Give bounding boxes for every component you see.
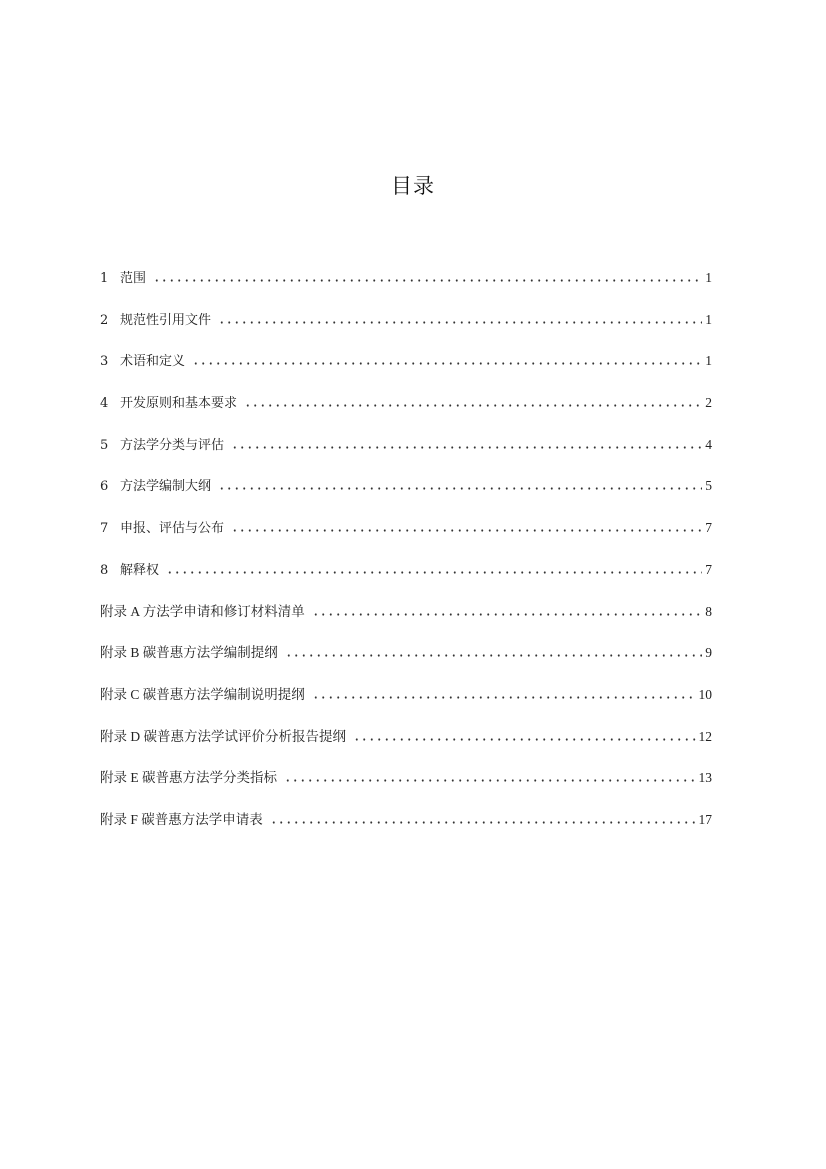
toc-entry-number: 7: [100, 521, 109, 537]
toc-entry-number: 3: [100, 354, 109, 370]
toc-entry-number: 5: [100, 437, 109, 453]
toc-entry-number: 6: [100, 479, 109, 495]
toc-entry-page: 4: [705, 436, 712, 452]
toc-entry-appendix-d[interactable]: [100, 725, 712, 767]
toc-entry-3[interactable]: [100, 349, 712, 391]
toc-entry-page: 10: [698, 686, 712, 702]
toc-entry-8[interactable]: [100, 558, 712, 600]
toc-entry-label: 附录 B 碳普惠方法学编制提纲: [100, 645, 278, 661]
toc-entry-4[interactable]: [100, 391, 712, 433]
toc-entry-page: 7: [705, 561, 712, 577]
toc-entry-label: 方法学分类与评估: [120, 437, 225, 453]
toc-entry-page: 1: [705, 311, 712, 327]
toc-entry-number: 8: [100, 562, 109, 578]
toc-entry-appendix-c[interactable]: [100, 683, 712, 725]
toc-entry-6[interactable]: [100, 474, 712, 516]
toc-entry-5[interactable]: [100, 433, 712, 475]
dot-leader: [231, 437, 702, 449]
toc-entry-number: 1: [100, 271, 109, 286]
toc-entry-appendix-f[interactable]: [100, 808, 712, 850]
dot-leader: [353, 729, 696, 741]
dot-leader: [153, 270, 702, 282]
toc-entry-label: 附录 C 碳普惠方法学编制说明提纲: [100, 686, 305, 702]
toc-entry-label: 附录 D 碳普惠方法学试评价分析报告提纲: [100, 728, 346, 744]
toc-entry-label: 术语和定义: [120, 354, 186, 370]
dot-leader: [166, 562, 702, 574]
toc-entry-appendix-b[interactable]: [100, 641, 712, 683]
toc-entry-page: 13: [698, 770, 712, 786]
toc-entry-1[interactable]: [100, 266, 712, 308]
dot-leader: [270, 812, 696, 824]
toc-entry-page: 2: [705, 395, 712, 411]
toc-entry-label: 申报、评估与公布: [120, 521, 225, 537]
dot-leader: [192, 353, 702, 365]
dot-leader: [218, 312, 702, 324]
toc-entry-page: 9: [705, 645, 712, 661]
toc-entry-page: 12: [698, 728, 712, 744]
toc-entry-label: 附录 F 碳普惠方法学申请表: [100, 811, 263, 827]
toc-list: [100, 266, 712, 850]
dot-leader: [285, 645, 702, 657]
toc-entry-page: 7: [705, 520, 712, 536]
toc-entry-label: 方法学编制大纲: [120, 479, 212, 495]
dot-leader: [231, 520, 702, 532]
toc-entry-label: 附录 A 方法学申请和修订材料清单: [100, 603, 305, 619]
dot-leader: [244, 395, 702, 407]
toc-entry-page: 17: [698, 811, 712, 827]
toc-entry-page: 8: [705, 603, 712, 619]
toc-entry-page: 5: [705, 478, 712, 494]
toc-entry-label: 范围: [120, 271, 147, 286]
toc-entry-7[interactable]: [100, 516, 712, 558]
toc-entry-2[interactable]: [100, 308, 712, 350]
toc-entry-page: 1: [705, 270, 712, 285]
toc-entry-label: 解释权: [120, 562, 160, 578]
dot-leader: [218, 478, 702, 490]
dot-leader: [312, 687, 696, 699]
toc-entry-page: 1: [705, 353, 712, 369]
toc-entry-appendix-a[interactable]: [100, 600, 712, 642]
toc-entry-number: 4: [100, 396, 109, 412]
dot-leader: [284, 770, 696, 782]
toc-entry-appendix-e[interactable]: [100, 766, 712, 808]
toc-entry-label: 规范性引用文件: [120, 312, 212, 328]
toc-title: 目录: [391, 174, 435, 198]
toc-entry-number: 2: [100, 312, 109, 328]
toc-entry-label: 附录 E 碳普惠方法学分类指标: [100, 770, 277, 786]
dot-leader: [312, 604, 702, 616]
toc-entry-label: 开发原则和基本要求: [120, 396, 238, 412]
